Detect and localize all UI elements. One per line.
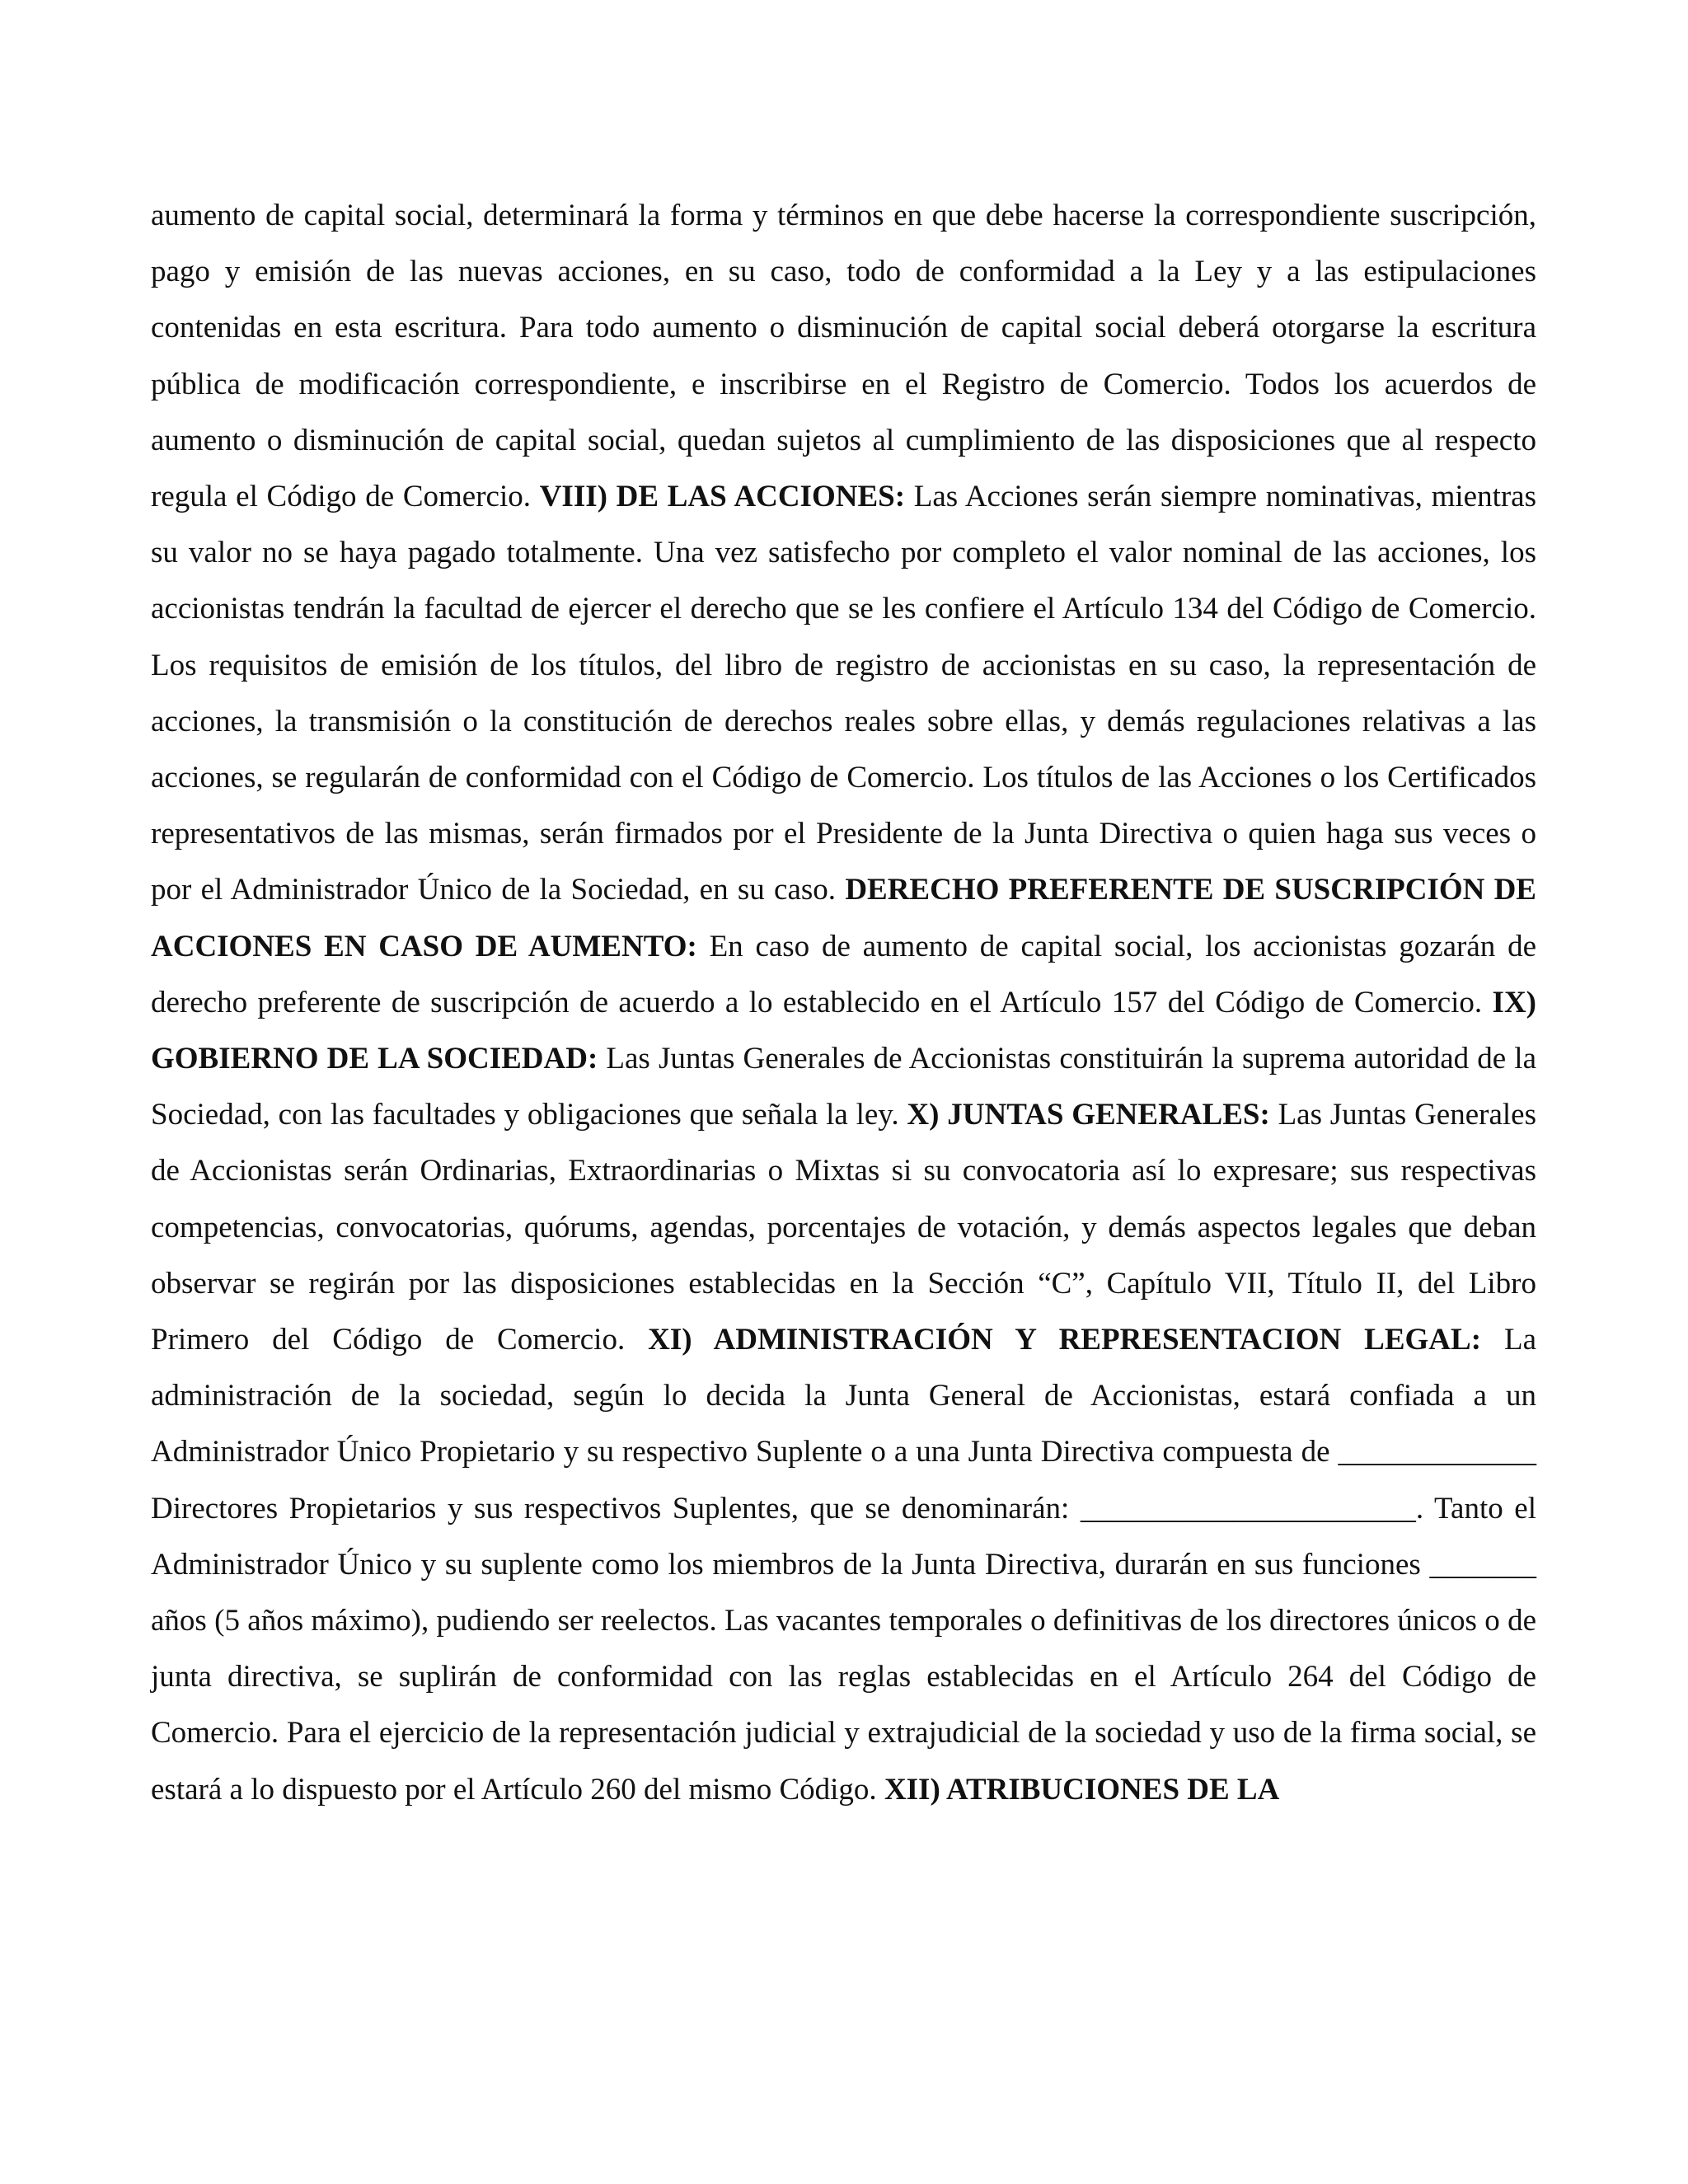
section-heading-xi: XI) ADMINISTRACIÓN Y REPRESENTACION LEGAL: (648, 1323, 1482, 1357)
text-run: La administración de la sociedad, según lo decida la Junta General de Accionistas, estará confiada a un Administrador Único Propietario y su respectivo Suplente o a una Junta Directiva compuesta de _____________ Directores Propietarios y sus respectivos Suplentes, que se denominarán: ______________________. Tanto el Administrador Único y su suplente como los miembros de la Junta Directiva, durarán en sus funciones _______ años (5 años máximo), pudiendo ser reelectos. Las vacantes temporales o definitivas de los directores únicos o de junta directiva, se suplirán de conformidad con las reglas establecidas en el Artículo 264 del Código de Comercio. Para el ejercicio de la representación judicial y extrajudicial de la sociedad y uso de la firma social, se estará a lo dispuesto por el Artículo 260 del mismo Código. (151, 1323, 1536, 1807)
text-run: aumento de capital social, determinará la forma y términos en que debe hacerse la correspondiente suscripción, pago y emisión de las nuevas acciones, en su caso, todo de conformidad a la Ley y a las estipulaciones contenidas en esta escritura. Para todo aumento o disminución de capital social deberá otorgarse la escritura pública de modificación correspondiente, e inscribirse en el Registro de Comercio. Todos los acuerdos de aumento o disminución de capital social, quedan sujetos al cumplimiento de las disposiciones que al respecto regula el Código de Comercio. (151, 199, 1536, 514)
section-heading-viii: VIII) DE LAS ACCIONES: (539, 480, 906, 514)
section-heading-derecho-preferente: DERECHO PREFERENTE DE SUSCRIPCIÓN DE ACCIONES EN CASO DE AUMENTO: (151, 873, 1536, 963)
body-paragraph (151, 188, 1536, 1818)
text-run: En caso de aumento de capital social, los accionistas gozarán de derecho preferente de suscripción de acuerdo a lo establecido en el Artículo 157 del Código de Comercio. (151, 929, 1536, 1019)
section-heading-x: X) JUNTAS GENERALES: (907, 1098, 1270, 1132)
text-run: Las Juntas Generales de Accionistas constituirán la suprema autoridad de la Sociedad, con las facultades y obligaciones que señala la ley. (151, 1042, 1536, 1132)
section-heading-xii: XII) ATRIBUCIONES DE LA (884, 1772, 1280, 1807)
text-run: Las Acciones serán siempre nominativas, mientras su valor no se haya pagado totalmente. Una vez satisfecho por completo el valor nominal de las acciones, los accionistas tendrán la facultad de ejercer el derecho que se les confiere el Artículo 134 del Código de Comercio. Los requisitos de emisión de los títulos, del libro de registro de accionistas en su caso, la representación de acciones, la transmisión o la constitución de derechos reales sobre ellas, y demás regulaciones relativas a las acciones, se regularán de conformidad con el Código de Comercio. Los títulos de las Acciones o los Certificados representativos de las mismas, serán firmados por el Presidente de la Junta Directiva o quien haga sus veces o por el Administrador Único de la Sociedad, en su caso. (151, 480, 1536, 907)
text-run: Las Juntas Generales de Accionistas serán Ordinarias, Extraordinarias o Mixtas si su convocatoria así lo expresare; sus respectivas competencias, convocatorias, quórums, agendas, porcentajes de votación, y demás aspectos legales que deban observar se regirán por las disposiciones establecidas en la Sección “C”, Capítulo VII, Título II, del Libro Primero del Código de Comercio. (151, 1098, 1536, 1357)
section-heading-ix: IX) GOBIERNO DE LA SOCIEDAD: (151, 985, 1536, 1076)
document-page (151, 188, 1536, 1818)
